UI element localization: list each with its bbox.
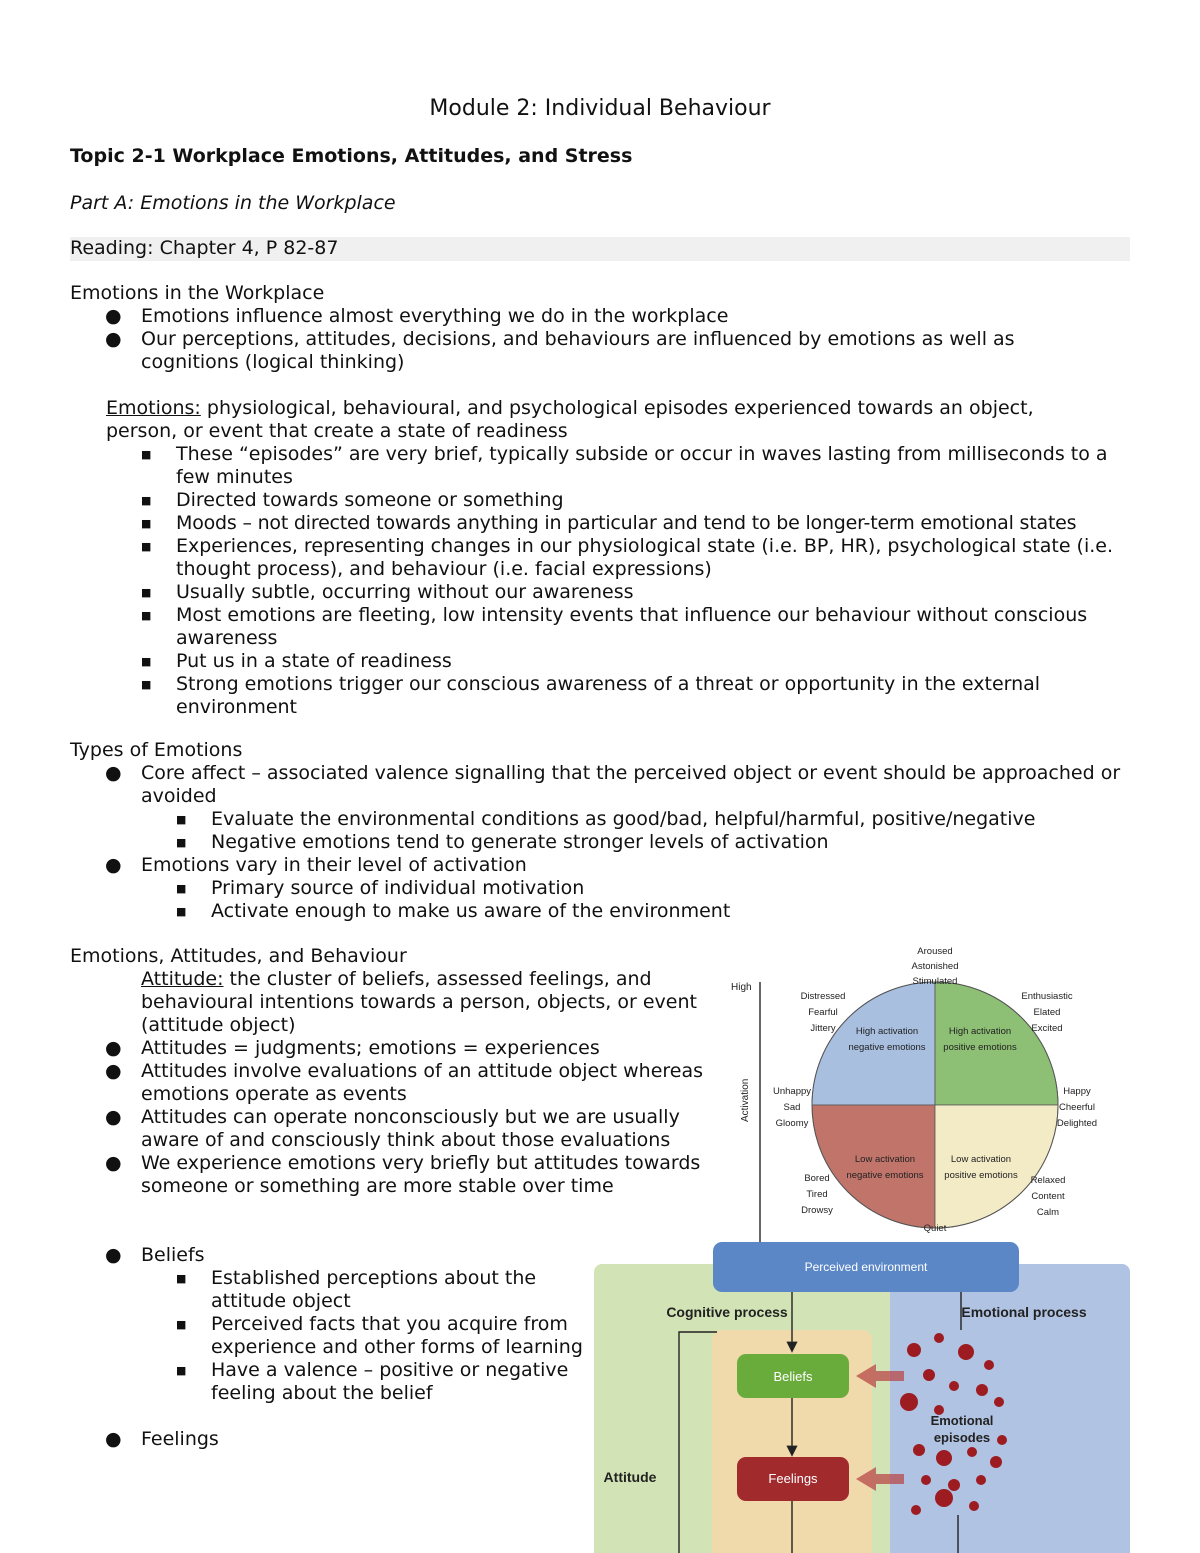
topic-heading: Topic 2-1 Workplace Emotions, Attitudes, and Stress [70,145,633,167]
list-item: ● Attitudes can operate nonconsciously but we are usually aware of and consciously think about those evaluations [105,1106,680,1151]
emotion-label: Gloomy [775,1118,809,1129]
emotion-label: Content [1031,1191,1065,1202]
emotional-process-label: Emotional process [961,1304,1087,1320]
list-item: ● Our perceptions, attitudes, decisions, and behaviours are influenced by emotions as well as cognitions (logical thinking) [105,328,1015,373]
term-emotions: Emotions: [106,397,201,419]
emotion-label: Calm [1036,1207,1060,1218]
list-item: ■ Established perceptions about the attitude object [176,1267,537,1312]
emotion-label: Distressed [800,991,846,1002]
document-title: Module 2: Individual Behaviour [429,96,771,121]
attitude-label: Attitude [603,1469,657,1485]
emotion-label: Enthusiastic [1021,991,1073,1002]
perceived-environment-label: Perceived environment [804,1260,928,1274]
feelings-label: Feelings [768,1471,818,1486]
list-item: ● Beliefs [105,1244,205,1266]
section-types-of-emotions [70,739,1140,923]
list-item: ● Emotions vary in their level of activation [105,854,527,876]
quadrant-label: positive emotions [943,1042,1017,1053]
section-heading: Emotions in the Workplace [70,282,325,304]
attitude-model-figure [594,1240,1134,1553]
list-item: ■ Directed towards someone or something [141,489,564,511]
emotion-label: Elated [1033,1007,1061,1018]
cognitive-process-label: Cognitive process [666,1304,788,1320]
axis-activation-label: Activation [740,1078,751,1122]
list-item: ■ Activate enough to make us aware of the environment [176,900,731,922]
list-item: ■ Negative emotions tend to generate stronger levels of activation [176,831,829,853]
emotion-label: Excited [1031,1023,1063,1034]
emotion-label: Astonished [911,961,959,972]
list-item: ■ Put us in a state of readiness [141,650,452,672]
list-item: ● Feelings [105,1428,219,1450]
list-item: ■ These “episodes” are very brief, typically subside or occur in waves lasting from milliseconds to a few minutes [141,443,1108,488]
emotion-label: Tired [806,1189,828,1200]
quadrant-label: negative emotions [846,1170,924,1181]
reading-reference: Reading: Chapter 4, P 82-87 [70,237,1130,261]
list-item: ● We experience emotions very briefly but attitudes towards someone or something are more stable over time [105,1152,701,1197]
emotion-circumplex-figure [725,940,1105,1245]
emotion-label: Stimulated [912,976,958,987]
quadrant-label: Low activation [854,1154,916,1165]
term-attitude: Attitude: [141,968,224,990]
emotion-label: Jittery [810,1023,836,1034]
list-item: ■ Perceived facts that you acquire from experience and other forms of learning [176,1313,583,1358]
list-item: ● Core affect – associated valence signalling that the perceived object or event should be approached or avoided [105,762,1121,807]
emotion-label: Relaxed [1030,1175,1066,1186]
attitude-definition: Attitude: the cluster of beliefs, assessed feelings, and behavioural intentions towards a person, objects, or event (attitude object) [141,968,697,1036]
quadrant-label: Low activation [950,1154,1012,1165]
emotion-label: Drowsy [801,1205,833,1216]
list-item: ■ Usually subtle, occurring without our awareness [141,581,634,603]
emotion-label: Unhappy [772,1086,812,1097]
emotion-label: Bored [804,1173,830,1184]
quadrant-label: negative emotions [848,1042,926,1053]
list-item: ● Attitudes = judgments; emotions = experiences [105,1037,600,1059]
emotion-label: Quiet [923,1223,947,1234]
emotions-definition: Emotions: physiological, behavioural, and psychological episodes experienced towards an object, person, or event that create a state of readiness [106,397,1034,442]
part-heading: Part A: Emotions in the Workplace [70,192,396,214]
quadrant-label: positive emotions [944,1170,1018,1181]
quadrant-label: High activation [948,1026,1012,1037]
list-item: ■ Strong emotions trigger our conscious awareness of a threat or opportunity in the external environment [141,673,1041,718]
list-item: ■ Have a valence – positive or negative feeling about the belief [176,1359,569,1404]
beliefs-label: Beliefs [773,1369,813,1384]
list-item: ● Emotions influence almost everything we do in the workplace [105,305,729,327]
emotion-label: Aroused [917,946,953,957]
emotion-label: Fearful [808,1007,838,1018]
list-item: ■ Experiences, representing changes in our physiological state (i.e. BP, HR), psychological state (i.e. thought process), and behaviour (i.e. facial expressions) [141,535,1114,580]
emotion-label: Cheerful [1059,1102,1095,1113]
emotion-label: Happy [1063,1086,1091,1097]
section-heading: Types of Emotions [70,739,243,761]
emotion-label: Sad [783,1102,801,1113]
list-item: ■ Evaluate the environmental conditions as good/bad, helpful/harmful, positive/negative [176,808,1036,830]
emotional-episodes-label: Emotional [930,1413,994,1428]
emotional-episodes-label: episodes [933,1430,991,1445]
axis-high-label: High [731,982,752,993]
emotion-label: Delighted [1056,1118,1098,1129]
list-item: ■ Most emotions are fleeting, low intensity events that influence our behaviour without conscious awareness [141,604,1088,649]
section-emotions-workplace [70,282,1140,719]
list-item: ■ Moods – not directed towards anything in particular and tend to be longer-term emotional states [141,512,1077,534]
list-item: ● Attitudes involve evaluations of an attitude object whereas emotions operate as events [105,1060,704,1105]
list-item: ■ Primary source of individual motivation [176,877,585,899]
section-heading: Emotions, Attitudes, and Behaviour [70,945,407,967]
quadrant-label: High activation [855,1026,919,1037]
